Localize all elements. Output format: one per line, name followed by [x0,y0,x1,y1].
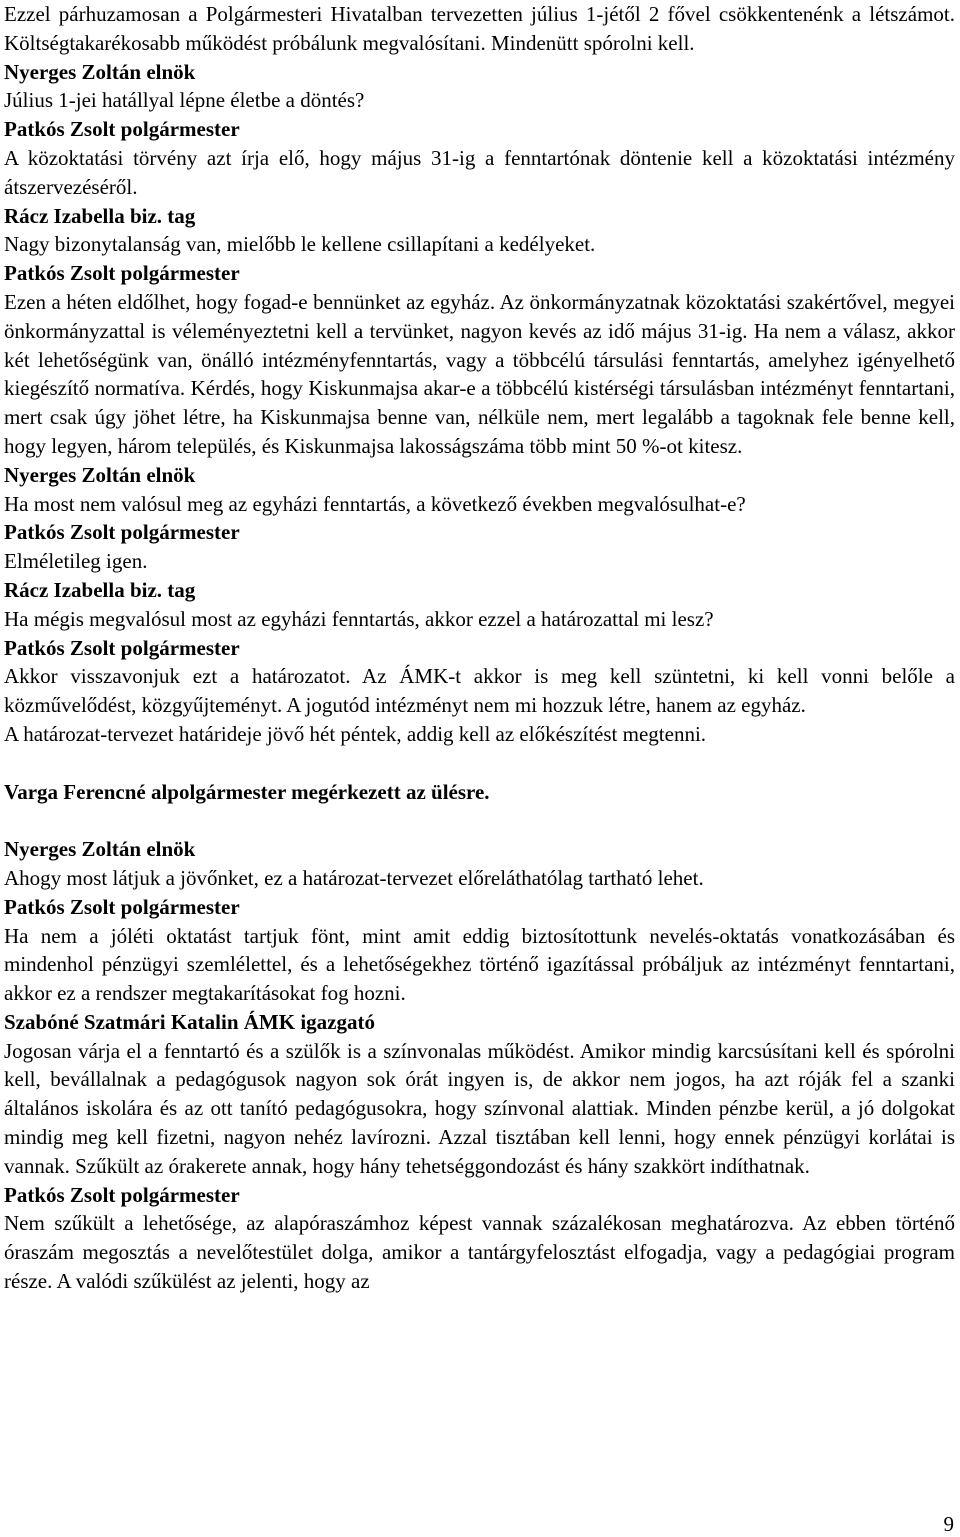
paragraph: Ha most nem valósul meg az egyházi fenntartás, a következő években megvalósulhat-e? [4,491,746,516]
paragraph: Ezzel párhuzamosan a Polgármesteri Hivatalban tervezetten július 1-jétől 2 fővel csökkentenénk a létszámot. Költségtakarékosabb működést próbálunk megvalósítani. Mindenütt spórolni kell. [4,2,955,55]
paragraph: Nem szűkült a lehetősége, az alapóraszámhoz képest vannak százalékosan meghatározva. Az ebben történő óraszám megosztás a nevelőtestület dolga, amikor a tantárgyfelosztást elfogadja, vagy a pedagógiai program része. A valódi szűkülést az jelenti, hogy az [4,1211,955,1294]
paragraph: Ha nem a jóléti oktatást tartjuk fönt, mint amit eddig biztosítottunk nevelés-oktatás vonatkozásában és mindenhol pénzügyi szemlélettel, és a lehetőségekhez történő igazítással próbáljuk az intézményt fenntartani, akkor ez a rendszer megtakarításokat fog hozni. [4,923,955,1006]
speaker-name: Patkós Zsolt polgármester [4,635,240,660]
paragraph: Nagy bizonytalanság van, mielőbb le kellene csillapítani a kedélyeket. [4,232,596,257]
blank-line [4,749,955,778]
speaker-name: Patkós Zsolt polgármester [4,261,240,286]
paragraph: Ahogy most látjuk a jövőnket, ez a határozat-tervezet előreláthatólag tartható lehet. [4,865,704,890]
speaker-name: Patkós Zsolt polgármester [4,894,240,919]
paragraph: Ezen a héten eldőlhet, hogy fogad-e bennünket az egyház. Az önkormányzatnak közoktatási szakértővel, megyei önkormányzattal is véleményeztetni kell a tervünket, nagyon kevés az idő május 31-ig. Ha nem a válasz, akkor két lehetőségünk van, önálló intézményfenntartás, vagy a többcélú társulási fenntartás, amelyhez igényelhető kiegészítő normatíva. Kérdés, hogy Kiskunmajsa akar-e a többcélú kistérségi társulásban intézményt fenntartani, mert csak úgy jöhet létre, ha Kiskunmajsa benne van, nélküle nem, mert legalább a tagoknak fele benne kell, hogy legyen, három település, és Kiskunmajsa lakosságszáma több mint 50 %-ot kitesz. [4,289,955,458]
speaker-name: Nyerges Zoltán elnök [4,59,196,84]
paragraph: A határozat-tervezet határideje jövő hét péntek, addig kell az előkészítést megtenni. [4,721,707,746]
speaker-name: Nyerges Zoltán elnök [4,837,196,862]
speaker-name: Patkós Zsolt polgármester [4,520,240,545]
blank-line [4,806,955,835]
paragraph: Ha mégis megvalósul most az egyházi fenntartás, akkor ezzel a határozattal mi lesz? [4,606,714,631]
paragraph: A közoktatási törvény azt írja elő, hogy május 31-ig a fenntartónak döntenie kell a közoktatási intézmény átszervezéséről. [4,145,955,199]
paragraph: Elméletileg igen. [4,549,148,574]
speaker-name: Rácz Izabella biz. tag [4,577,196,602]
paragraph: Július 1-jei hatállyal lépne életbe a döntés? [4,88,365,113]
speaker-name: Rácz Izabella biz. tag [4,203,196,228]
paragraph: Akkor visszavonjuk ezt a határozatot. Az ÁMK-t akkor is meg kell szüntetni, ki kell vonni belőle a közművelődést, közgyűjteményt. A jogutód intézményt nem mi hozzuk létre, hanem az egyház. [4,664,955,718]
session-note: Varga Ferencné alpolgármester megérkezett az ülésre. [4,779,490,804]
speaker-name: Patkós Zsolt polgármester [4,117,240,142]
speaker-name: Nyerges Zoltán elnök [4,462,196,487]
document-body [4,0,955,1296]
paragraph: Jogosan várja el a fenntartó és a szülők is a színvonalas működést. Amikor mindig karcsúsítani kell és spórolni kell, bevállalnak a pedagógusok nagyon sok órát ingyen is, de akkor nem jogos, ha azt róják fel a szanki általános iskolára és az ott tanító pedagógusokra, hogy színvonal alattiak. Minden pénzbe kerül, a jó dolgokat mindig meg kell fizetni, nagyon nehéz lavírozni. Azzal tisztában kell lenni, hogy ennek pénzügyi korlátai is vannak. Szűkült az órakerete annak, hogy hány tehetséggondozást és hány szakkört indíthatnak. [4,1038,955,1178]
page-number: 9 [943,1512,954,1536]
speaker-name: Patkós Zsolt polgármester [4,1182,240,1207]
speaker-name: Szabóné Szatmári Katalin ÁMK igazgató [4,1009,375,1034]
